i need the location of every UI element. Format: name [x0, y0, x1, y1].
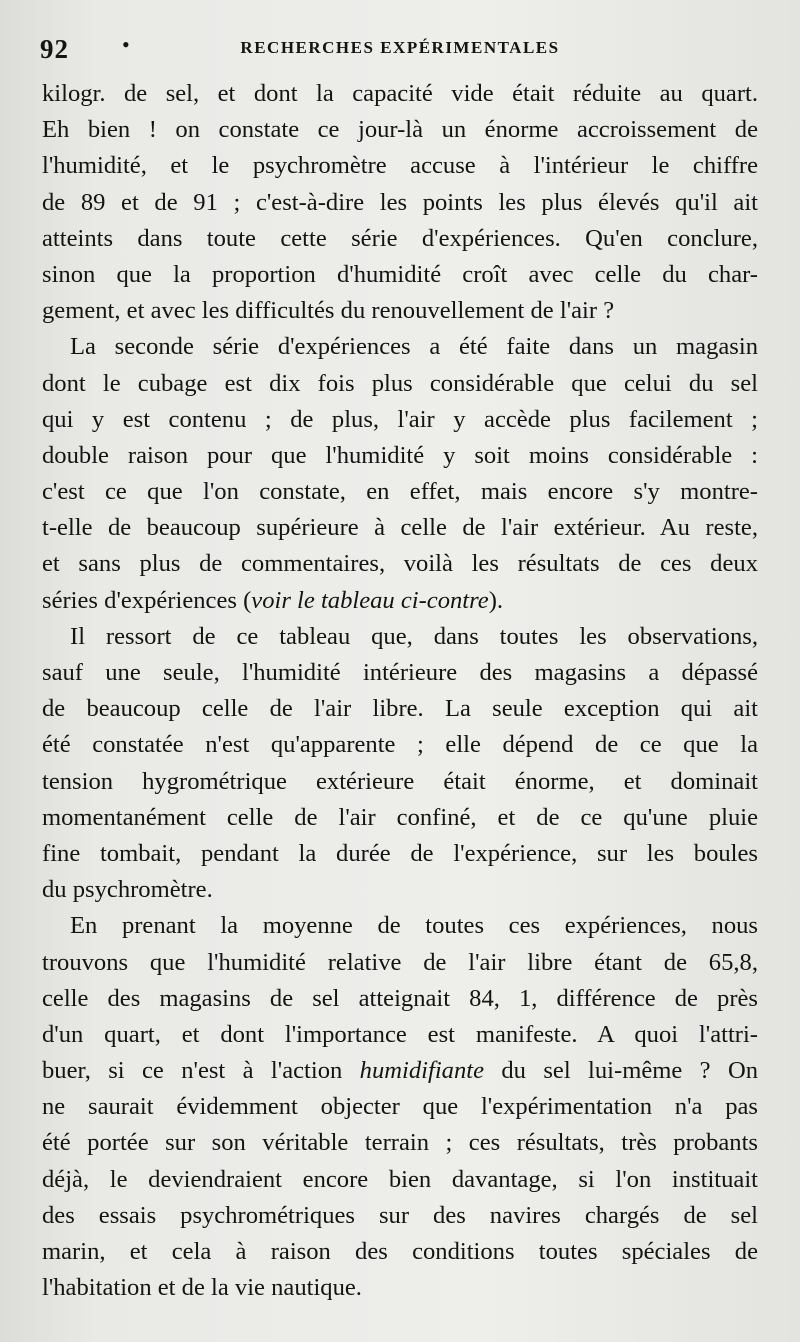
text-line	[42, 583, 758, 619]
text-line	[42, 1125, 758, 1161]
line-text: En prenant la moyenne de toutes ces expériences, nous	[70, 912, 758, 940]
line-text: buer, si ce n'est à l'action	[42, 1057, 360, 1085]
line-text: gement, et avec les difficultés du renouvellement de l'air ?	[42, 297, 615, 325]
text-line	[42, 691, 758, 727]
line-text: d'un quart, et dont l'importance est manifeste. A quoi l'attri-	[42, 1020, 758, 1048]
line-text: l'habitation et de la vie nautique.	[42, 1274, 362, 1302]
line-text: fine tombait, pendant la durée de l'expérience, sur les boules	[42, 839, 758, 867]
text-line	[42, 655, 758, 691]
running-title: RECHERCHES EXPÉRIMENTALES	[240, 38, 560, 57]
text-line	[42, 438, 758, 474]
line-text: tension hygrométrique extérieure était énorme, et dominait	[42, 767, 758, 795]
line-text: c'est ce que l'on constate, en effet, mais encore s'y montre-	[42, 478, 758, 506]
text-line	[42, 1053, 758, 1089]
line-text: Il ressort de ce tableau que, dans toutes les observations,	[70, 622, 758, 650]
line-text: kilogr. de sel, et dont la capacité vide était réduite au quart.	[42, 80, 758, 107]
text-line	[42, 402, 758, 438]
text-line	[42, 221, 758, 257]
line-text-continued: du sel lui-même ? On	[484, 1057, 759, 1085]
line-text: qui y est contenu ; de plus, l'air y accède plus facilement ;	[42, 405, 758, 433]
text-line	[42, 185, 758, 221]
text-line	[42, 1089, 758, 1125]
line-text: été constatée n'est qu'apparente ; elle dépend de ce que la	[42, 731, 758, 759]
text-line	[42, 546, 758, 582]
line-text: La seconde série d'expériences a été faite dans un magasin	[70, 333, 758, 361]
line-text: été portée sur son véritable terrain ; ces résultats, très probants	[42, 1129, 758, 1157]
text-line	[42, 293, 758, 329]
line-text: sinon que la proportion d'humidité croît avec celle du char-	[42, 260, 758, 288]
italic-text: voir le tableau ci-contre	[251, 586, 489, 614]
line-text: l'humidité, et le psychromètre accuse à l'intérieur le chiffre	[42, 152, 758, 180]
line-text: de 89 et de 91 ; c'est-à-dire les points les plus élevés qu'il ait	[42, 188, 758, 216]
line-text: t-elle de beaucoup supérieure à celle de l'air extérieur. Au reste,	[42, 514, 758, 542]
text-line	[42, 76, 758, 112]
text-line	[42, 112, 758, 148]
page-header	[40, 34, 760, 64]
text-line	[42, 366, 758, 402]
text-line	[42, 257, 758, 293]
line-text: celle des magasins de sel atteignait 84, 1, différence de près	[42, 984, 758, 1012]
page-number: 92	[40, 34, 69, 64]
text-line	[42, 1017, 758, 1053]
line-text: de beaucoup celle de l'air libre. La seule exception qui ait	[42, 695, 758, 723]
text-line	[42, 945, 758, 981]
line-text: séries d'expériences (	[42, 586, 252, 614]
line-text: sauf une seule, l'humidité intérieure des magasins a dépassé	[42, 659, 758, 686]
text-line	[42, 619, 758, 655]
line-text: double raison pour que l'humidité y soit moins considérable :	[42, 441, 758, 469]
text-line	[42, 727, 758, 763]
line-text: atteints dans toute cette série d'expériences. Qu'en conclure,	[42, 224, 758, 252]
text-line	[42, 474, 758, 510]
text-line	[42, 764, 758, 800]
text-line	[42, 510, 758, 546]
text-line	[42, 1270, 758, 1306]
line-text: marin, et cela à raison des conditions toutes spéciales de	[42, 1238, 758, 1265]
text-line	[42, 872, 758, 908]
line-text: momentanément celle de l'air confiné, et de ce qu'une pluie	[42, 803, 758, 831]
line-text: trouvons que l'humidité relative de l'air libre étant de 65,8,	[42, 948, 758, 976]
text-line	[42, 1162, 758, 1198]
line-text: ne saurait évidemment objecter que l'expérimentation n'a pas	[42, 1093, 758, 1121]
line-text: du psychromètre.	[42, 876, 213, 904]
header-ornament: •	[122, 32, 130, 57]
text-line	[42, 329, 758, 365]
line-text-continued: ).	[488, 586, 504, 614]
text-line	[42, 148, 758, 184]
text-line	[42, 1234, 758, 1270]
italic-text: humidifiante	[359, 1057, 484, 1085]
line-text: Eh bien ! on constate ce jour-là un énorme accroissement de	[42, 116, 758, 144]
line-text: déjà, le deviendraient encore bien davantage, si l'on instituait	[42, 1165, 758, 1193]
text-line	[42, 800, 758, 836]
text-line	[42, 1198, 758, 1234]
text-line	[42, 908, 758, 944]
text-line	[42, 836, 758, 872]
line-text: dont le cubage est dix fois plus considérable que celui du sel	[42, 369, 758, 397]
line-text: des essais psychrométriques sur des navires chargés de sel	[42, 1201, 758, 1229]
body-text	[42, 76, 758, 1306]
line-text: et sans plus de commentaires, voilà les résultats de ces deux	[42, 550, 758, 578]
text-line	[42, 981, 758, 1017]
